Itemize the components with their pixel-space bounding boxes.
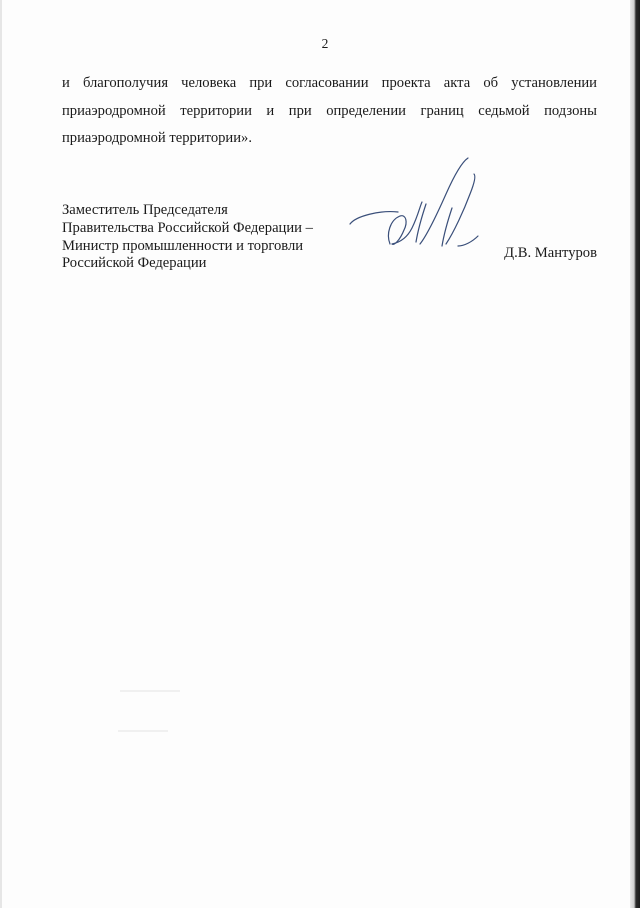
scan-smudge: [120, 690, 180, 692]
signer-title-line: Министр промышленности и торговли: [62, 237, 304, 254]
signer-title-line: Правительства Российской Федерации –: [62, 219, 313, 236]
scan-edge-left: [0, 0, 2, 908]
signer-title-line: Российской Федерации: [62, 255, 207, 272]
body-line: и благополучия человека при согласовании проекта акта об установлении: [62, 75, 597, 91]
signature-block: [62, 202, 602, 272]
page-number: 2: [321, 36, 329, 51]
body-line: приаэродромной территории».: [62, 130, 252, 146]
scan-edge-right: [630, 0, 640, 908]
signer-title-line: Заместитель Председателя: [62, 202, 228, 218]
scan-smudge: [118, 730, 168, 732]
signer-name: Д.В. Мантуров: [504, 245, 597, 261]
body-paragraph: [62, 70, 597, 153]
body-line: приаэродромной территории и при определении границ седьмой подзоны: [62, 102, 597, 119]
signer-title: [62, 202, 342, 273]
handwritten-signature: [346, 150, 486, 260]
